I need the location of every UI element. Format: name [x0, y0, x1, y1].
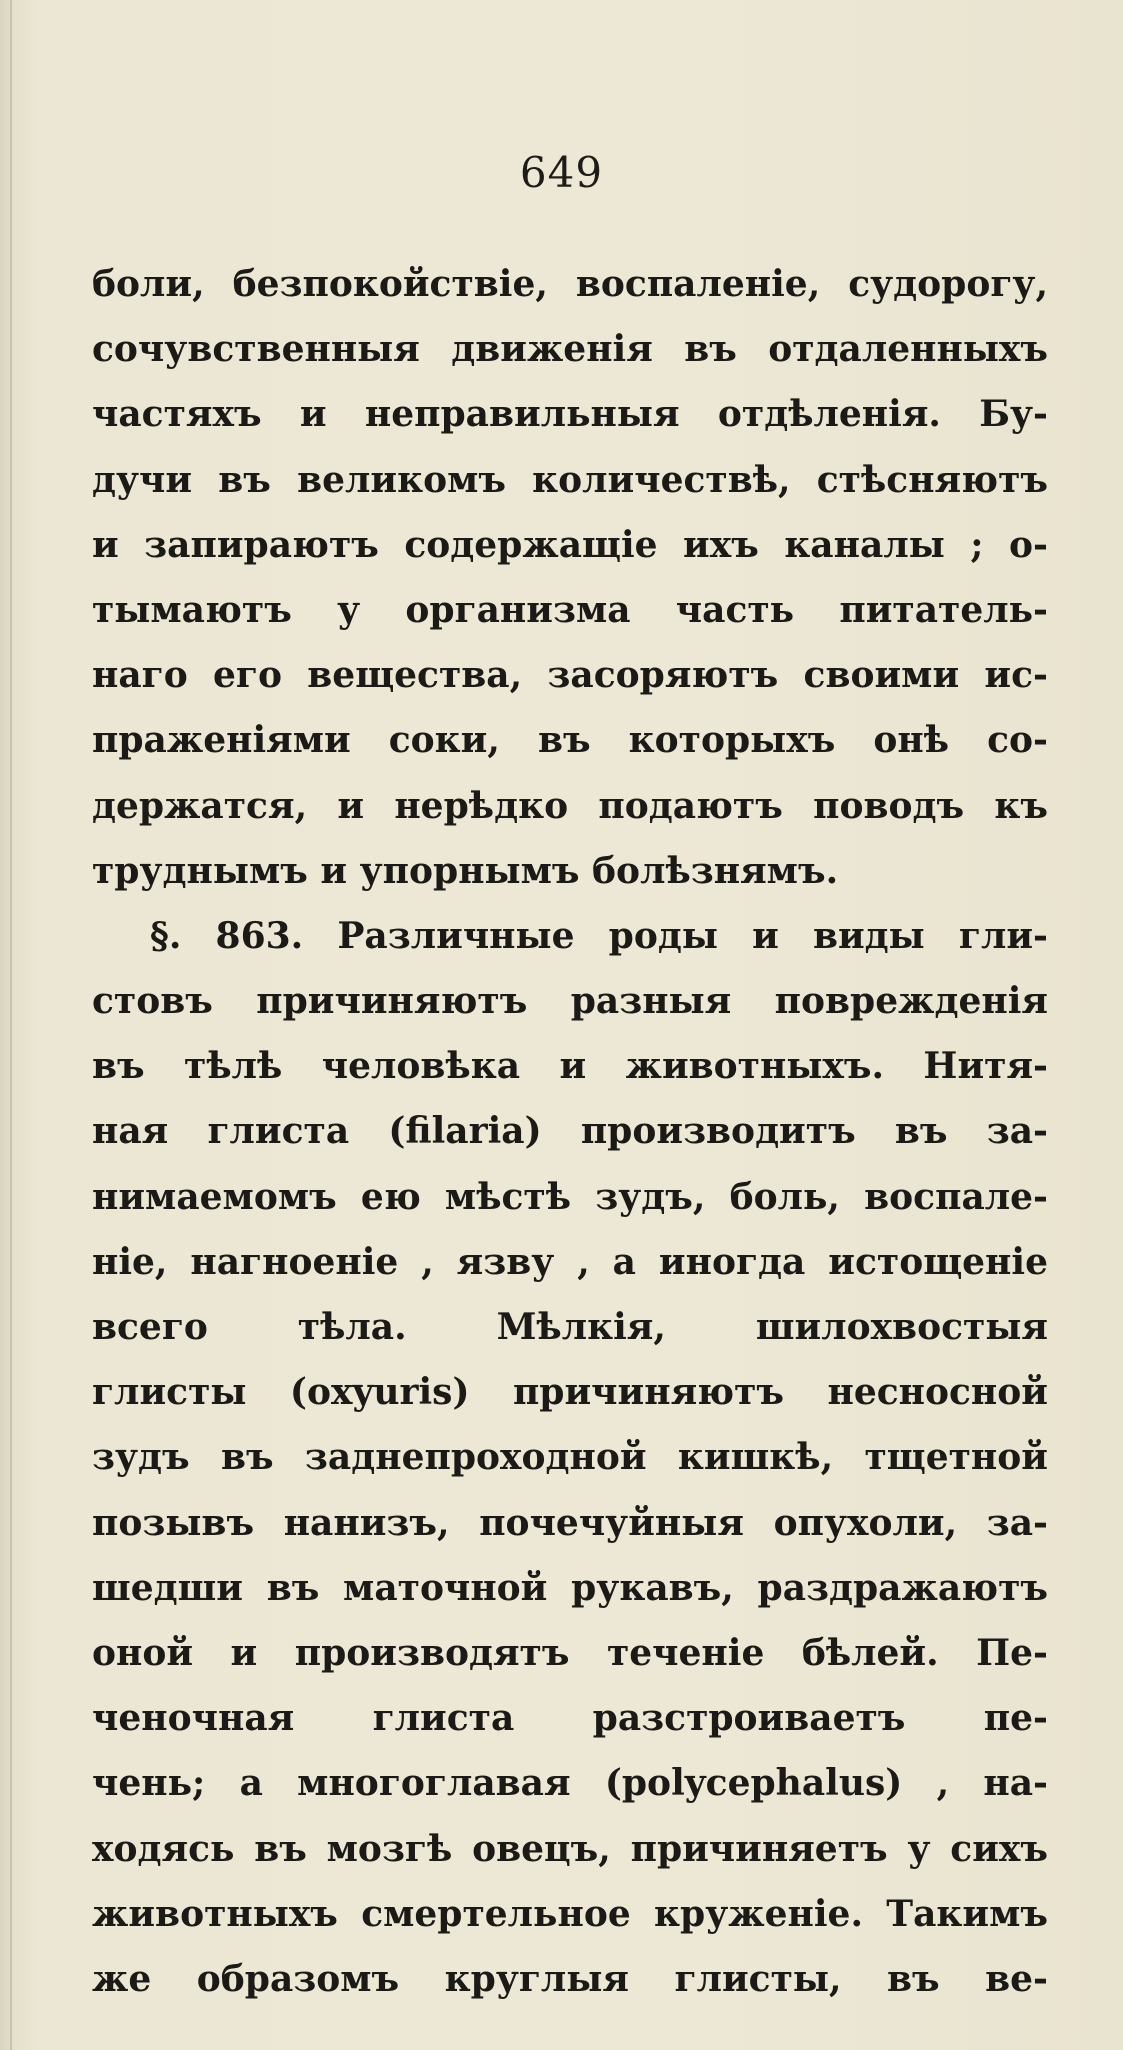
text-line: зудъ въ заднепроходной кишкѣ, тщетной — [92, 1436, 1048, 1479]
text-line: праженіями соки, въ которыхъ онѣ со- — [92, 719, 1048, 762]
paragraph-start-line: §. 863. Различные роды и виды гли- — [150, 914, 1048, 957]
text-line: ная глиста (filaria) производитъ въ за- — [92, 1110, 1048, 1153]
text-line: частяхъ и неправильныя отдѣленія. Бу- — [92, 393, 1048, 436]
text-line: боли, безпокойствіе, воспаленіе, судорогу, — [92, 263, 1048, 305]
text-line: позывъ нанизъ, почечуйныя опухоли, за- — [92, 1501, 1048, 1544]
page-number: 649 — [519, 148, 604, 197]
text-line: чень; а многоглавая (polycephalus) , на- — [92, 1762, 1048, 1805]
text-line: сочувственныя движенія въ отдаленныхъ — [92, 328, 1048, 371]
text-line: ніе, нагноеніе , язву , а иногда истощеніе — [92, 1240, 1048, 1283]
body-text — [92, 252, 1048, 2012]
page-edge — [10, 0, 12, 2050]
text-line: оной и производятъ теченіе бѣлей. Пе- — [92, 1631, 1048, 1674]
text-line: дучи въ великомъ количествѣ, стѣсняютъ — [92, 458, 1048, 501]
text-line: ходясь въ мозгѣ овецъ, причиняетъ у сихъ — [92, 1827, 1048, 1870]
text-line: наго его вещества, засоряютъ своими ис- — [92, 654, 1048, 697]
text-line: шедши въ маточной рукавъ, раздражаютъ — [92, 1566, 1048, 1609]
text-line: тымаютъ у организма часть питатель- — [92, 588, 1048, 631]
text-line: глисты (oxyuris) причиняютъ несносной — [92, 1371, 1048, 1414]
text-line: держатся, и нерѣдко подаютъ поводъ къ — [92, 784, 1048, 827]
text-line: нимаемомъ ею мѣстѣ зудъ, боль, воспале- — [92, 1175, 1048, 1218]
text-line: въ тѣлѣ человѣка и животныхъ. Нитя- — [92, 1045, 1048, 1088]
text-line: ченочная глиста разстроиваетъ пе- — [92, 1697, 1048, 1740]
text-line: же образомъ круглыя глисты, въ ве- — [92, 1957, 1048, 2000]
text-line: стовъ причиняютъ разныя поврежденія — [92, 980, 1048, 1023]
text-line: всего тѣла. Мѣлкія, шилохвостыя — [92, 1306, 1048, 1348]
text-line: труднымъ и упорнымъ болѣзнямъ. — [92, 849, 839, 892]
text-line: животныхъ смертельное круженіе. Такимъ — [92, 1892, 1048, 1935]
text-line: и запираютъ содержащіе ихъ каналы ; о- — [92, 523, 1048, 566]
